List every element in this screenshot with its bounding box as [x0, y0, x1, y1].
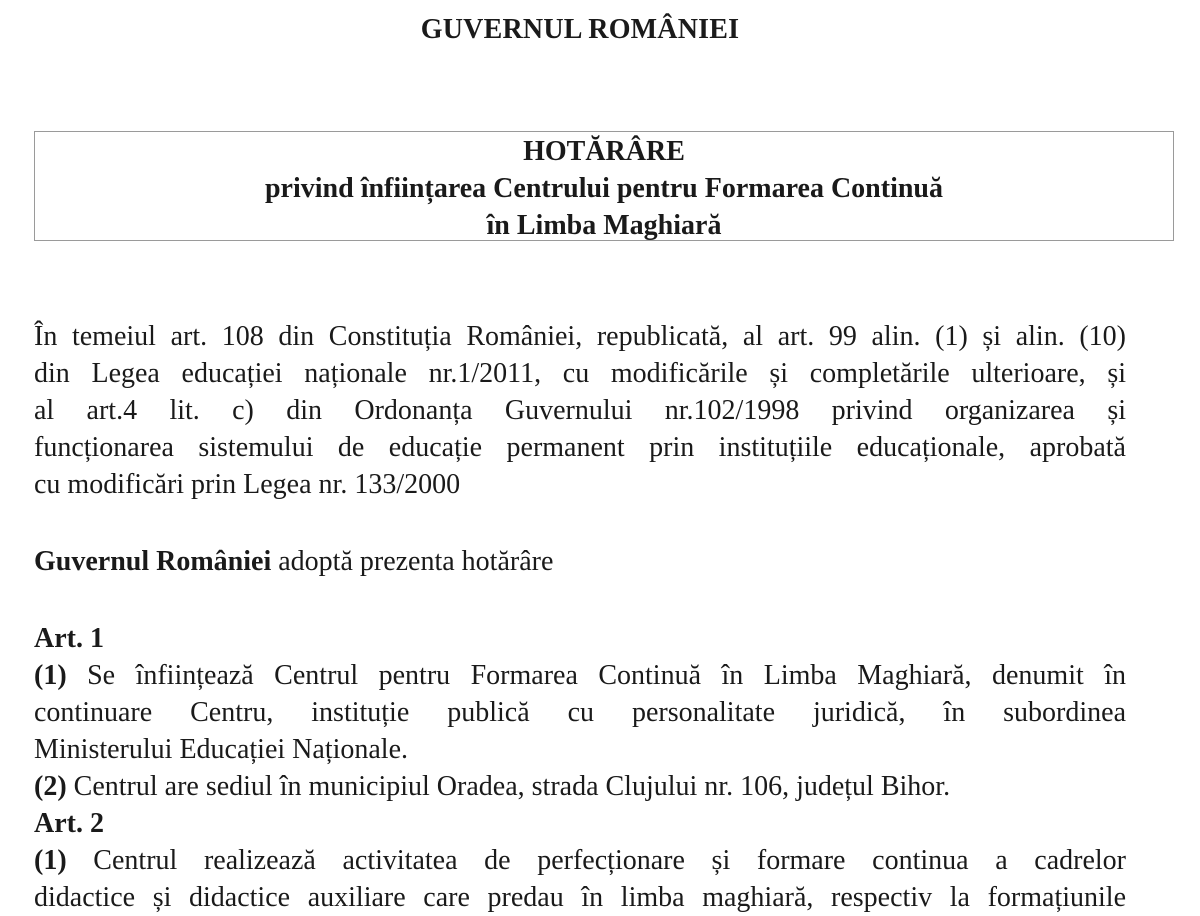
art1-p2-line: (2) Centrul are sediul în municipiul Oradea, strada Clujului nr. 106, județul Bihor.	[34, 771, 951, 802]
adoption-bold: Guvernul României	[34, 546, 272, 577]
adoption-text: adoptă prezenta hotărâre	[271, 546, 554, 577]
preamble-line: din Legea educației naționale nr.1/2011, cu modificările și completările ulterioare, și	[34, 358, 1126, 389]
preamble-line: În temeiul art. 108 din Constituția României, republicată, al art. 99 alin. (1) și alin. (10)	[34, 321, 1126, 352]
art1-heading: Art. 1	[34, 623, 104, 654]
art1-p1-number: (1)	[34, 660, 67, 691]
art2-heading: Art. 2	[34, 808, 104, 839]
art1-p2-number: (2)	[34, 771, 67, 802]
title-line-2: privind înființarea Centrului pentru Formarea Continuă	[264, 173, 943, 204]
art2-p1-line: didactice și didactice auxiliare care predau în limba maghiară, respectiv la formațiunile	[34, 882, 1126, 913]
art1-p1-line: continuare Centru, instituție publică cu personalitate juridică, în subordinea	[34, 697, 1126, 728]
preamble-paragraph	[34, 318, 1126, 503]
title-line-1: HOTĂRÂRE	[523, 136, 685, 167]
art1-p1-line: (1) Se înființează Centrul pentru Formarea Continuă în Limba Maghiară, denumit în	[34, 660, 1126, 691]
preamble-line: funcționarea sistemului de educație permanent prin instituțiile educaționale, aprobată	[34, 432, 1126, 463]
preamble-line: cu modificări prin Legea nr. 133/2000	[34, 469, 461, 500]
art2-p1-number: (1)	[34, 845, 67, 876]
preamble-line: al art.4 lit. c) din Ordonanța Guvernului nr.102/1998 privind organizarea și	[34, 395, 1126, 426]
articles-section	[34, 620, 1126, 916]
title-line-3: în Limba Maghiară	[486, 210, 722, 241]
government-header: GUVERNUL ROMÂNIEI	[420, 14, 740, 45]
adoption-paragraph	[34, 543, 1126, 580]
title-box	[34, 131, 1174, 241]
art1-p1-line: Ministerului Educației Naționale.	[34, 734, 409, 765]
art2-p1-line: (1) Centrul realizează activitatea de perfecționare și formare continua a cadrelor	[34, 845, 1126, 876]
